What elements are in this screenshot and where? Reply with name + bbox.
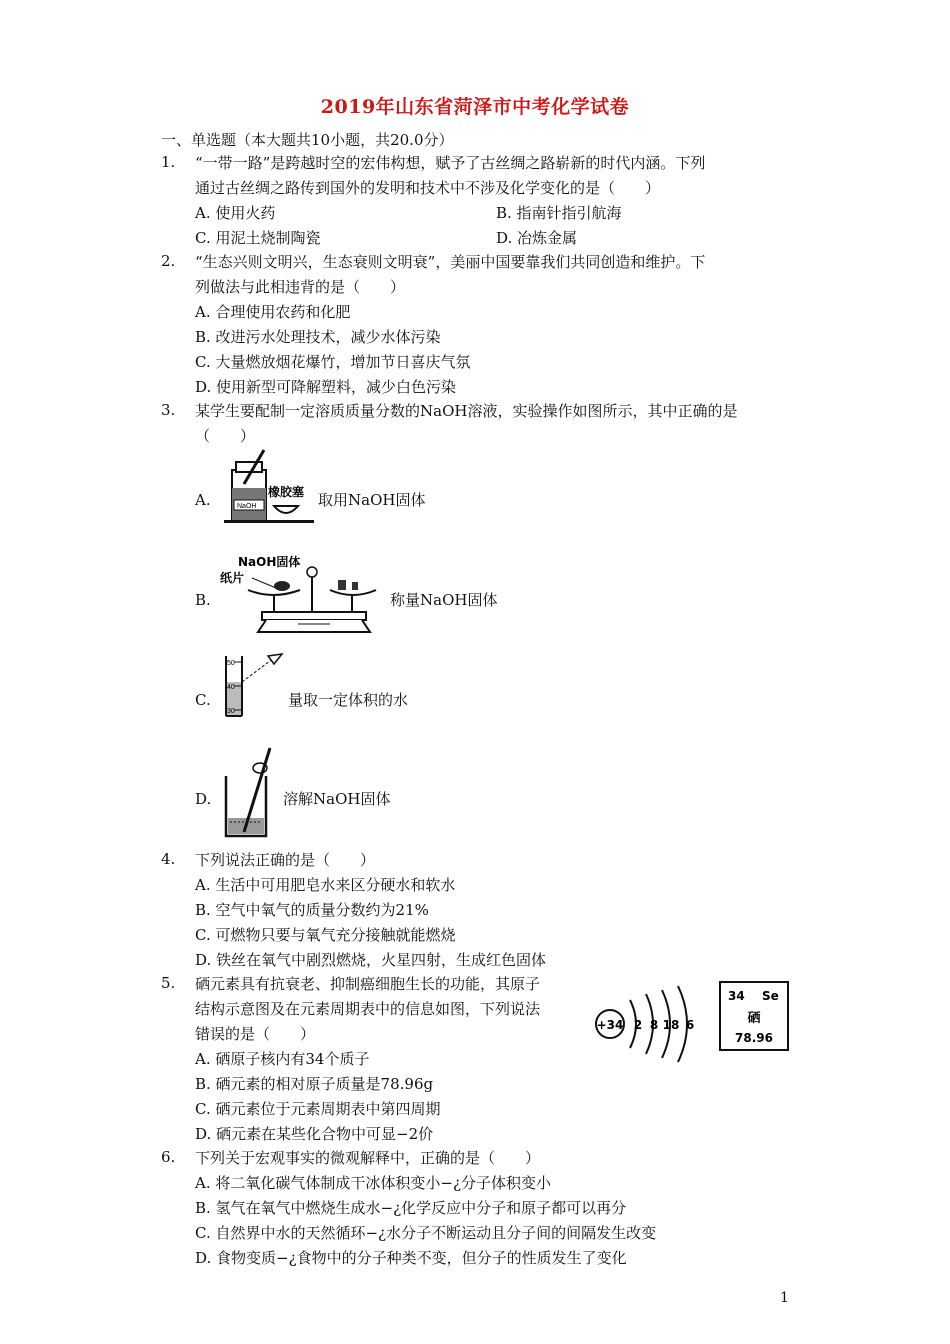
nucleus-charge: +34 [596,1018,624,1032]
q6-option-c: C. 自然界中水的天然循环−¿水分子不断运动且分子间的间隔发生改变 [195,1224,657,1242]
atomic-mass: 78.96 [735,1031,773,1045]
q2-stem-line2: 列做法与此相违背的是（ ） [195,278,406,296]
q3-option-a-caption: 取用NaOH固体 [318,491,426,509]
q4-option-a: A. 生活中可用肥皂水来区分硬水和软水 [195,876,456,894]
atom-structure-diagram [592,982,702,1066]
stopper-label: 橡胶塞 [268,485,305,499]
q3-number: 3. [161,401,176,419]
q3-option-d-caption: 溶解NaOH固体 [283,790,391,808]
q4-option-d: D. 铁丝在氧气中剧烈燃烧，火星四射，生成红色固体 [195,951,547,969]
q1-option-a: A. 使用火药 [195,204,276,222]
element-symbol: Se [762,989,779,1003]
q1-stem-line1: “一带一路”是跨越时空的宏伟构想，赋予了古丝绸之路崭新的时代内涵。下列 [195,154,706,172]
q6-option-b: B. 氢气在氧气中燃烧生成水−¿化学反应中分子和原子都可以再分 [195,1199,627,1217]
q3-option-c-letter: C. [195,691,211,709]
atomic-number: 34 [728,989,745,1003]
shell-1-electrons: 2 [633,1018,643,1032]
q3-figure-a [222,448,318,524]
q4-stem: 下列说法正确的是（ ） [195,851,376,869]
q2-number: 2. [161,252,176,270]
q3-stem-line1: 某学生要配制一定溶质质量分数的NaOH溶液，实验操作如图所示，其中正确的是 [195,402,738,420]
q5-number: 5. [161,974,176,992]
q3-stem-line2: （ ） [195,427,256,445]
measuring-cylinder-illustration [220,652,290,718]
page-title: 2019年山东省菏泽市中考化学试卷 [320,96,630,118]
q2-option-a: A. 合理使用农药和化肥 [195,303,351,321]
q3-figure-b [218,552,390,638]
q3-option-a-letter: A. [195,491,211,509]
q2-option-d: D. 使用新型可降解塑料，减少白色污染 [195,378,457,396]
periodic-table-cell [718,980,790,1052]
q5-stem-line3: 错误的是（ ） [195,1025,316,1043]
q4-number: 4. [161,850,176,868]
q4-option-b: B. 空气中氧气的质量分数约为21% [195,901,429,919]
scale-30: 30 [227,708,235,715]
q1-option-d: D. 冶炼金属 [496,229,578,247]
q6-option-d: D. 食物变质−¿食物中的分子种类不变，但分子的性质发生了变化 [195,1249,627,1267]
q1-stem-line2: 通过古丝绸之路传到国外的发明和技术中不涉及化学变化的是（ ） [195,179,661,197]
q3-figure-c [220,652,290,718]
q3-option-d-letter: D. [195,790,212,808]
element-name: 硒 [747,1011,761,1026]
paper-label: 纸片 [220,571,245,585]
naoh-solid-label: NaOH固体 [238,555,301,569]
scale-40: 40 [227,684,235,691]
beaker-stirring-illustration [222,746,282,840]
q1-number: 1. [161,153,176,171]
reagent-bottle-illustration [222,448,318,524]
q5-option-b: B. 硒元素的相对原子质量是78.96g [195,1075,434,1093]
q2-option-b: B. 改进污水处理技术，减少水体污染 [195,328,441,346]
q3-option-b-caption: 称量NaOH固体 [390,591,498,609]
section-heading: 一、单选题（本大题共10小题，共20.0分） [161,131,454,149]
q1-option-b: B. 指南针指引航海 [496,204,622,222]
q2-option-c: C. 大量燃放烟花爆竹，增加节日喜庆气氛 [195,353,471,371]
q6-stem: 下列关于宏观事实的微观解释中，正确的是（ ） [195,1149,541,1167]
q5-option-a: A. 硒原子核内有34个质子 [195,1050,370,1068]
scale-50: 50 [227,660,235,667]
q5-stem-line2: 结构示意图及在元素周期表中的信息如图，下列说法 [195,1000,541,1018]
q6-number: 6. [161,1148,176,1166]
q5-option-c: C. 硒元素位于元素周期表中第四周期 [195,1100,441,1118]
q2-stem-line1: “生态兴则文明兴，生态衰则文明衰”，美丽中国要靠我们共同创造和维护。下 [195,253,706,271]
balance-scale-illustration [218,552,390,638]
bottle-label: NaOH [237,503,257,510]
page-number: 1 [780,1290,789,1306]
q1-option-c: C. 用泥土烧制陶瓷 [195,229,321,247]
q5-option-d: D. 硒元素在某些化合物中可显−2价 [195,1125,434,1143]
q4-option-c: C. 可燃物只要与氧气充分接触就能燃烧 [195,926,456,944]
q6-option-a: A. 将二氧化碳气体制成干冰体积变小−¿分子体积变小 [195,1174,551,1192]
shell-3-electrons: 18 [662,1018,680,1032]
q5-stem-line1: 硒元素具有抗衰老、抑制癌细胞生长的功能，其原子 [195,975,541,993]
q3-option-b-letter: B. [195,591,211,609]
q3-option-c-caption: 量取一定体积的水 [288,691,409,709]
q3-figure-d [222,746,282,840]
shell-4-electrons: 6 [685,1018,695,1032]
shell-2-electrons: 8 [649,1018,659,1032]
